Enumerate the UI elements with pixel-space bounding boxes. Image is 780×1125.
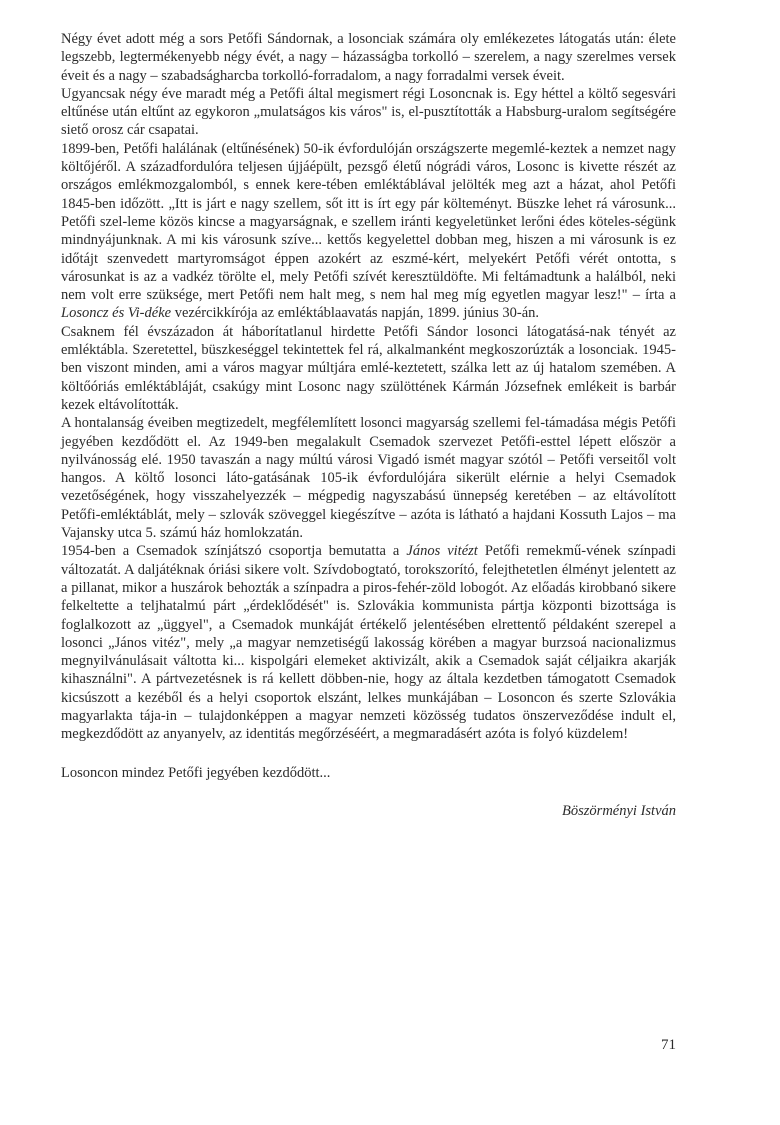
page-number: 71 [661, 1037, 676, 1053]
closing-line: Losoncon mindez Petőfi jegyében kezdődött... [61, 764, 331, 781]
paragraph-3-tail: vezércikkírója az emléktáblaavatás napján, 1899. június 30-án. [174, 305, 540, 322]
paragraph-6-head: 1954-ben a Csemadok színjátszó csoportja bemutatta a [61, 543, 400, 560]
author-signature: Böszörményi István [562, 802, 676, 819]
paragraph-3 [61, 140, 676, 323]
paragraph-2: Ugyancsak négy éve maradt még a Petőfi által megismert régi Losoncnak is. Egy héttel a költő segesvári eltűnése után eltűnt az egykoron „mulatságos kis város" is, el-pusztították a Habsburg-uralom segítségére siető orosz cár csapatai. [61, 85, 676, 139]
paragraph-4: Csaknem fél évszázadon át háborítatlanul hirdette Petőfi Sándor losonci látogatásá-nak tényét az emléktábla. Szeretettel, büszkeséggel tekintettek fel rá, alkalmanként megkoszorúzták a losonciak. 1945-ben viszont minden, ami a város magyar múltjára emlé-keztetett, szálka lett az új hatalom szemében. A költőóriás emléktábláját, csakúgy mint Losonc nagy szülöttének Kármán Józsefnek emlékeit is barbár kezek eltávolították. [61, 323, 676, 413]
play-title: János vitézt [406, 543, 478, 560]
newspaper-title: Losoncz és Vi-déke [61, 305, 172, 322]
paragraph-1: Négy évet adott még a sors Petőfi Sándornak, a losonciak számára oly emlékezetes látogatás után: élete legszebb, legtermékenyebb négy évét, a nagy – házasságba torkolló – szerelem, a nagy szerelmes versek éveit és a nagy – szabadságharcba torkolló-forradalom, a nagy forradalmi versek éveit. [61, 31, 676, 84]
paragraph-6 [61, 542, 676, 743]
paragraph-5: A hontalanság éveiben megtizedelt, megfélemlített losonci magyarság szellemi fel-támadása mégis Petőfi jegyében kezdődött el. Az 1949-ben megalakult Csemadok szervezet Petőfi-esttel lépett először a nyilvánosság elé. 1950 tavaszán a nagy múltú városi Vigadó ismét magyar szótól – Petőfi verseitől volt hangos. A költő losonci láto-gatásának 105-ik évfordulójára sikerült elérnie a helyi Csemadok vezetőségének, hogy visszahelyezzék – mégpedig nagyszabású ünnepség keretében – az eltávolított Petőfi-emléktáblát, mely – szlovák szöveggel kiegészítve – azóta is látható a hajdani Kossuth Lajos – ma Vajansky utca 5. számú ház homlokzatán. [61, 415, 676, 542]
paragraph-6-tail: Petőfi remekmű-vének színpadi változatát. A daljátéknak óriási sikere volt. Szívdobogtató, torokszorító, felejthetetlen élményt jelentett az a pillanat, mikor a huszárok behozták a színpadra a piros-fehér-zöld lobogót. Az előadás kirobbanó sikere felkeltette a teljhatalmú párt „érdeklődését" is. Szlovákia kommunista pártja központi bizottsága is foglalkozott az „üggyel", a Csemadok munkáját értékelő jelentésében elrettentő példaként szerepel a losonci „János vitéz", mely „a magyar nemzetiségű lakosság körében a magyar burzsoá nacionalizmus megnyilvánulásait váltotta ki... kispolgári elemeket aktivizált, akik a Csemadok saját céljaikra akarják kihasználni". A pártvezetésnek is rá kellett döbben-nie, hogy az általa kezdetben támogatott Csemadok kicsúszott a kezéből és a helyi csoportok elszánt, lelkes munkájában – Losoncon és szerte Szlovákia magyarlakta tája-in – tulajdonképpen a magyar nemzeti közösség tudatos önszerveződése indult el, megkezdődött az anyanyelv, az identitás megőrzéséért, a megmaradásért azóta is folyó küzdelem! [61, 543, 677, 743]
paragraph-3-body: 1899-ben, Petőfi halálának (eltűnésének) 50-ik évfordulóján országszerte megemlé-keztek a nemzet nagy költőjéről. A századfordulóra teljesen újjáépült, pezsgő életű nógrádi város, Losonc is kivette részét az országos emlékmozgalomból, s ennek kere-tében emléktáblával jelölték meg azt a házat, ahol Petőfi 1845-ben időzött. „Itt is járt e nagy szellem, sőt itt is írt egy pár költeményt. Büszke lehet rá városunk... Petőfi szel-leme közös kincse a magyarságnak, e szellem iránti kegyeletünket lerőni édes köteles-ségünk mindnyájunknak. A mi kis városunk szíve... kettős kegyelettel dobban meg, hiszen a mi városunk is ez időtájt szenvedett martyromságot éppen azokért az eszmé-kért, melyekért Petőfi vérét ontotta, s városunkat is az a vadkéz törölte el, mely Petőfi szívét keresztüldöfte. Mi feltámadtunk a halálból, neki nem volt erre szüksége, mert Petőfi nem halt meg, s nem hal meg míg egyetlen magyar lesz!" – írta a [61, 140, 676, 304]
